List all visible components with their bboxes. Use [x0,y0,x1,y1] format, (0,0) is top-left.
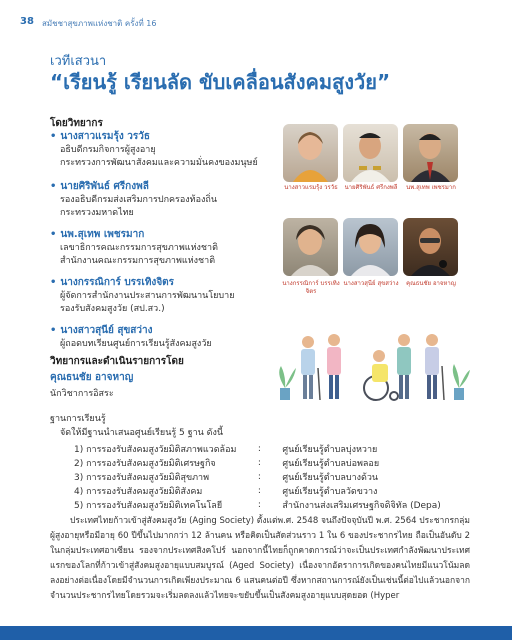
base-intro: จัดให้มีฐานนำเสนอศูนย์เรียนรู้ 5 ฐาน ดังนี้ [60,428,224,438]
speaker-org: กระทรวงการพัฒนาสังคมและความมั่นคงของมนุษย์ [60,158,258,168]
separator: : [257,486,261,496]
speaker-name: • นายศิริพันธ์ ศรีกงพลี [50,180,272,194]
speaker-entry [50,228,272,268]
speaker-name: • นางสาวสุนีย์ สุขสว่าง [50,324,272,338]
speaker-org: กระทรวงมหาดไทย [60,208,134,218]
station-topic: 2) การรองรับสังคมสูงวัยมิติเศรษฐกิจ [74,459,216,469]
speaker-photo [343,218,398,276]
station-topic: 5) การรองรับสังคมสูงวัยมิติเทคโนโลยี [74,501,223,511]
speaker-role: อธิบดีกรมกิจการผู้สูงอายุ [60,145,156,155]
separator: : [257,444,261,454]
speaker-photo [403,218,458,276]
speaker-photo [283,218,338,276]
speaker-name: • นางสาวแรมรุ้ง วรวัธ [50,130,272,144]
station-topic: 1) การรองรับสังคมสูงวัยมิติสภาพแวดล้อม [74,445,237,455]
station-place: ศูนย์เรียนรู้ตำบลบุ่งหวาย [282,445,378,455]
plant-icon [453,364,470,400]
wheelchair-icon [364,350,398,400]
photo-caption: นายศิริพันธ์ ศรีกงพลี [344,184,398,191]
page-header [0,0,512,34]
station-place: สำนักงานส่งเสริมเศรษฐกิจดิจิทัล (Depa) [282,501,441,511]
base-heading: ฐานการเรียนรู้ [50,414,106,424]
station-topic: 3) การรองรับสังคมสูงวัยมิติสุขภาพ [74,473,210,483]
footer-bar [0,626,512,640]
stations-table [70,442,445,512]
separator: : [257,458,261,468]
separator: : [257,472,261,482]
table-row [70,456,445,470]
station-topic: 4) การรองรับสังคมสูงวัยมิติสังคม [74,487,203,497]
speaker-role: ผู้จัดการสำนักงานประสานการพัฒนานโยบาย [60,291,235,301]
table-row [70,442,445,456]
speaker-entry [50,324,272,351]
page-number: 38 [20,16,34,27]
speaker-org: สำนักงานคณะกรรมการสุขภาพแห่งชาติ [60,256,216,266]
speaker-role: เลขาธิการคณะกรรมการสุขภาพแห่งชาติ [60,243,218,253]
body-paragraph: ประเทศไทยก้าวเข้าสู่สังคมสูงวัย (Aging Society) ตั้งแต่พ.ศ. 2548 จนถึงปัจจุบันปี พ.ศ. 2564 ประชากรกลุ่มผู้สูงอายุหรือมีอายุ 60 ปีขึ้นไปมากกว่า 12 ล้านคน หรือคิดเป็นสัดส่วนราว 1 ใน 6 ของประชากรไทย ถือเป็นอันดับ 2 ในกลุ่มประเทศอาเซียน รองจากประเทศสิงคโปร์ นอกจากนี้ไทยก็ถูกคาดการณ์ว่าจะเป็นประเทศกำลังพัฒนาประเทศแรกของโลกที่ก้าวเข้าสู่สังคมสูงอายุแบบสมบูรณ์ (Aged Society) เนื่องจากอัตราการเกิดของคนไทยมีแนวโน้มลดลงอย่างต่อเนื่องโดยมีจำนวนการเกิดเพียงประมาณ 6 แสนคนต่อปี ซึ่งหากสถานการณ์ยังเป็นเช่นนี้ต่อไปแล้วนอกจากจำนวนประชากรไทยโดยรวมจะเริ่มลดลงแล้วไทยจะขยับขึ้นเป็นสังคมสูงอายุแบบสุดยอด (Hyper [50,516,470,601]
photo-caption: คุณธนชัย อาจหาญ [406,280,456,287]
photo-caption: นางสาวสุนีย์ สุขสว่าง [343,280,399,287]
photo-caption: นพ.สุเทพ เพชรมาก [406,184,456,191]
speaker-photo [403,124,458,182]
section-kicker: เวทีเสวนา [50,54,107,69]
station-place: ศูนย์เรียนรู้ตำบลบ่อพลอย [282,459,380,469]
station-place: ศูนย์เรียนรู้ตำบลบางด้วน [282,473,379,483]
page-title: “เรียนรู้ เรียนลัด ขับเคลื่อนสังคมสูงวัย” [50,70,391,94]
speaker-entry [50,180,272,220]
speaker-role: รองอธิบดีกรมส่งเสริมการปกครองท้องถิ่น [60,195,218,205]
running-title: สมัชชาสุขภาพแห่งชาติ ครั้งที่ 16 [42,19,157,28]
table-row [70,470,445,484]
speaker-org: รองรับสังคมสูงวัย (สป.สว.) [60,304,165,314]
speaker-entry [50,130,272,170]
plant-icon [279,366,296,400]
photo-caption: นางสาวแรมรุ้ง วรวัธ [284,184,338,191]
speaker-name: • นางกรรณิการ์ บรรเทิงจิตร [50,276,272,290]
speaker-photo [343,124,398,182]
speakers-heading: โดยวิทยากร [50,118,103,129]
elderly-people-illustration [272,318,472,404]
speaker-entry [50,276,272,316]
moderator-name: คุณธนชัย อาจหาญ [50,372,134,383]
photo-caption: นางกรรณิการ์ บรรเทิงจิตร [282,280,340,295]
speaker-name: • นพ.สุเทพ เพชรมาก [50,228,272,242]
speaker-role: ผู้ถอดบทเรียนศูนย์การเรียนรู้สังคมสูงวัย [60,339,212,349]
moderator-role: นักวิชาการอิสระ [50,389,114,399]
station-place: ศูนย์เรียนรู้ตำบลวัดขวาง [282,487,378,497]
table-row [70,498,445,512]
speaker-photo [283,124,338,182]
moderator-heading: วิทยากรและดำเนินรายการโดย [50,356,184,367]
table-row [70,484,445,498]
separator: : [257,500,261,510]
